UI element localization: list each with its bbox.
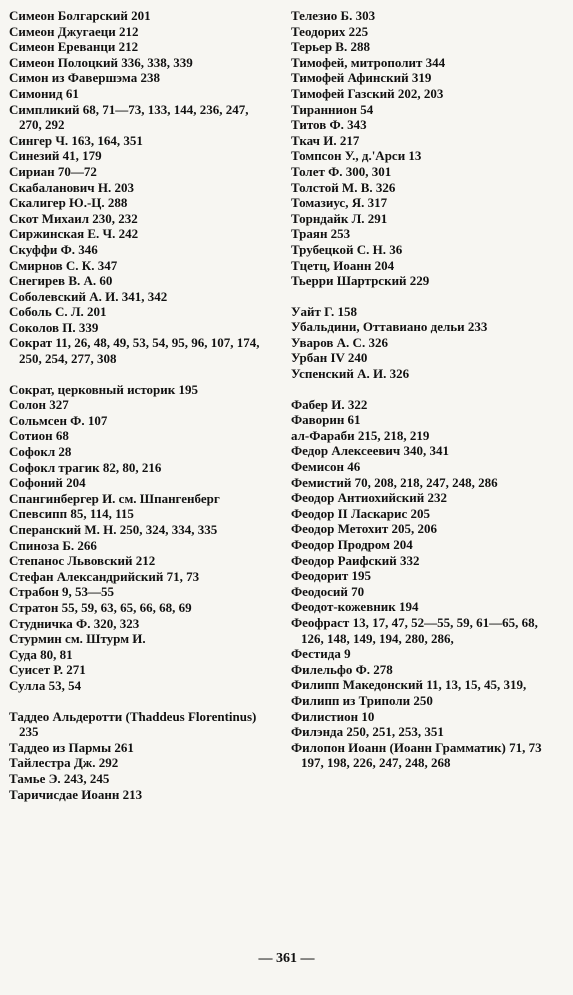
index-entry: Суда 80, 81 — [9, 646, 73, 662]
section-gap — [291, 289, 563, 304]
index-entry: Теодорих 225 — [291, 23, 369, 39]
index-entry: Филистион 10 — [291, 708, 375, 724]
index-entry: Тимофей, митрополит 344 — [291, 54, 446, 70]
index-entry: Скалигер Ю.-Ц. 288 — [9, 195, 128, 211]
index-entry: Сперанский М. Н. 250, 324, 334, 335 — [9, 522, 218, 537]
index-entry: Симонид 61 — [9, 85, 79, 101]
index-entry: Томазиус, Я. 317 — [291, 195, 388, 211]
page-number: — 361 — — [258, 951, 315, 966]
index-entry: Уайт Г. 158 — [291, 303, 357, 319]
index-entry: Соболевский А. И. 341, 342 — [9, 288, 168, 304]
index-entry: Тайлестра Дж. 292 — [9, 755, 119, 771]
index-entry: Скот Михаил 230, 232 — [9, 210, 138, 226]
index-entry: Убальдини, Оттавиано дельи 233 — [291, 319, 488, 335]
index-entry: Траян 253 — [291, 226, 351, 242]
index-entry: Софоний 204 — [9, 475, 86, 491]
index-entry: Филэнда 250, 251, 253, 351 — [291, 724, 444, 740]
index-entry: Спиноза Б. 266 — [9, 537, 97, 553]
index-entry: Успенский А. И. 326 — [291, 366, 410, 382]
index-entry: Уваров А. С. 326 — [291, 334, 388, 350]
index-entry: ал-Фараби 215, 218, 219 — [291, 427, 430, 443]
index-entry: Тьерри Шартрский 229 — [291, 273, 430, 289]
index-entry: Скуффи Ф. 346 — [9, 241, 98, 257]
index-entry: Солон 327 — [9, 397, 69, 413]
index-entry: Сириан 70—72 — [9, 163, 97, 179]
index-entry: Феодор Антиохийский 232 — [291, 490, 448, 506]
index-entry: Симпликий 68, 71—73, 133, 144, 236, 247, 270, 292 — [9, 101, 249, 133]
index-entry: Сулла 53, 54 — [9, 677, 82, 693]
index-entry: Фемистий 70, 208, 218, 247, 248, 286 — [291, 474, 498, 490]
index-entry: Стурмин см. Штурм И. — [9, 631, 146, 647]
index-entry: Филипп Македонский 11, 13, 15, 45, 319, — [291, 677, 527, 693]
index-entry: Филельфо Ф. 278 — [291, 661, 393, 677]
index-entry: Сингер Ч. 163, 164, 351 — [9, 132, 143, 148]
index-entry: Тамье Э. 243, 245 — [9, 770, 110, 786]
index-entry: Феодорит 195 — [291, 568, 371, 584]
index-entry: Тцетц, Иоанн 204 — [291, 257, 395, 273]
index-entry: Филопон Иоанн (Иоанн Грамматик) 71, 73 197, 198, 226, 247, 248, 268 — [291, 739, 542, 771]
index-entry: Фестида 9 — [291, 646, 351, 662]
index-entry: Таричисдае Иоанн 213 — [9, 786, 143, 802]
index-entry: Торндайк Л. 291 — [291, 210, 388, 226]
index-entry: Ткач И. 217 — [291, 132, 360, 148]
index-entry: Сотион 68 — [9, 428, 69, 444]
index-entry: Фабер И. 322 — [291, 396, 368, 412]
index-entry: Феодор Раифский 332 — [291, 552, 420, 568]
index-entry: Степанос Львовский 212 — [9, 553, 156, 569]
index-entry: Сократ, церковный историк 195 — [9, 381, 199, 397]
index-entry: Терьер В. 288 — [291, 39, 370, 55]
index-entry: Таддео Альдеротти (Thaddeus Florentinus) 235 — [9, 708, 257, 740]
index-entry: Томпсон У., д.'Арси 13 — [291, 148, 422, 164]
index-entry: Урбан IV 240 — [291, 350, 368, 366]
index-entry: Тимофей Газский 202, 203 — [291, 85, 444, 101]
index-entry: Смирнов С. К. 347 — [9, 257, 118, 273]
index-entry: Феофраст 13, 17, 47, 52—55, 59, 61—65, 68, 126, 148, 149, 194, 280, 286, — [291, 614, 538, 646]
index-entry: Феодот-кожевник 194 — [291, 599, 419, 615]
index-entry: Таддео из Пармы 261 — [9, 739, 134, 755]
index-entry: Симеон Полоцкий 336, 338, 339 — [9, 54, 193, 70]
index-entry: Сократ 11, 26, 48, 49, 53, 54, 95, 96, 107, 174, 250, 254, 277, 308 — [9, 335, 260, 367]
index-entry: Стефан Александрийский 71, 73 — [9, 568, 200, 584]
index-entry: Суисет Р. 271 — [9, 662, 86, 678]
index-entry: Сольмсен Ф. 107 — [9, 412, 108, 428]
index-entry: Спевсипп 85, 114, 115 — [9, 506, 134, 522]
index-entry: Филипп из Триполи 250 — [291, 692, 433, 708]
index-column-left — [9, 8, 271, 802]
index-entry: Сиржинская Е. Ч. 242 — [9, 226, 139, 242]
index-entry: Спангинбергер И. см. Шпангенберг — [9, 490, 220, 506]
index-entry: Симеон Ереванци 212 — [9, 39, 139, 55]
index-entry: Тимофей Афинский 319 — [291, 70, 432, 86]
index-entry: Толстой М. В. 326 — [291, 179, 396, 195]
index-entry: Симеон Джугаеци 212 — [9, 23, 139, 39]
index-entry: Фаворин 61 — [291, 412, 361, 428]
index-entry: Толет Ф. 300, 301 — [291, 163, 392, 179]
index-entry: Феодор Метохит 205, 206 — [291, 521, 438, 537]
index-column-right — [291, 8, 563, 771]
section-gap — [291, 382, 563, 397]
section-gap — [9, 694, 271, 709]
index-entry: Феодосий 70 — [291, 583, 365, 599]
index-entry: Софокл 28 — [9, 444, 72, 460]
index-entry: Телезио Б. 303 — [291, 8, 376, 23]
index-entry: Феодор II Ласкарис 205 — [291, 505, 430, 521]
index-entry: Федор Алексеевич 340, 341 — [291, 443, 449, 459]
index-entry: Соколов П. 339 — [9, 319, 99, 335]
index-entry: Симон из Фавершэма 238 — [9, 70, 160, 86]
index-entry: Соболь С. Л. 201 — [9, 304, 107, 320]
index-entry: Трубецкой С. Н. 36 — [291, 241, 403, 257]
index-entry: Студничка Ф. 320, 323 — [9, 615, 140, 631]
index-entry: Тираннион 54 — [291, 101, 374, 117]
index-entry: Симеон Болгарский 201 — [9, 8, 151, 23]
index-entry: Титов Ф. 343 — [291, 117, 367, 133]
index-entry: Снегирев В. А. 60 — [9, 273, 113, 289]
index-entry: Скабаланович Н. 203 — [9, 179, 134, 195]
index-entry: Синезий 41, 179 — [9, 148, 102, 164]
index-entry: Софокл трагик 82, 80, 216 — [9, 459, 162, 475]
index-entry: Фемисон 46 — [291, 459, 361, 475]
index-entry: Страбон 9, 53—55 — [9, 584, 115, 600]
index-entry: Стратон 55, 59, 63, 65, 66, 68, 69 — [9, 599, 192, 615]
section-gap — [9, 367, 271, 382]
index-entry: Феодор Продром 204 — [291, 537, 413, 552]
